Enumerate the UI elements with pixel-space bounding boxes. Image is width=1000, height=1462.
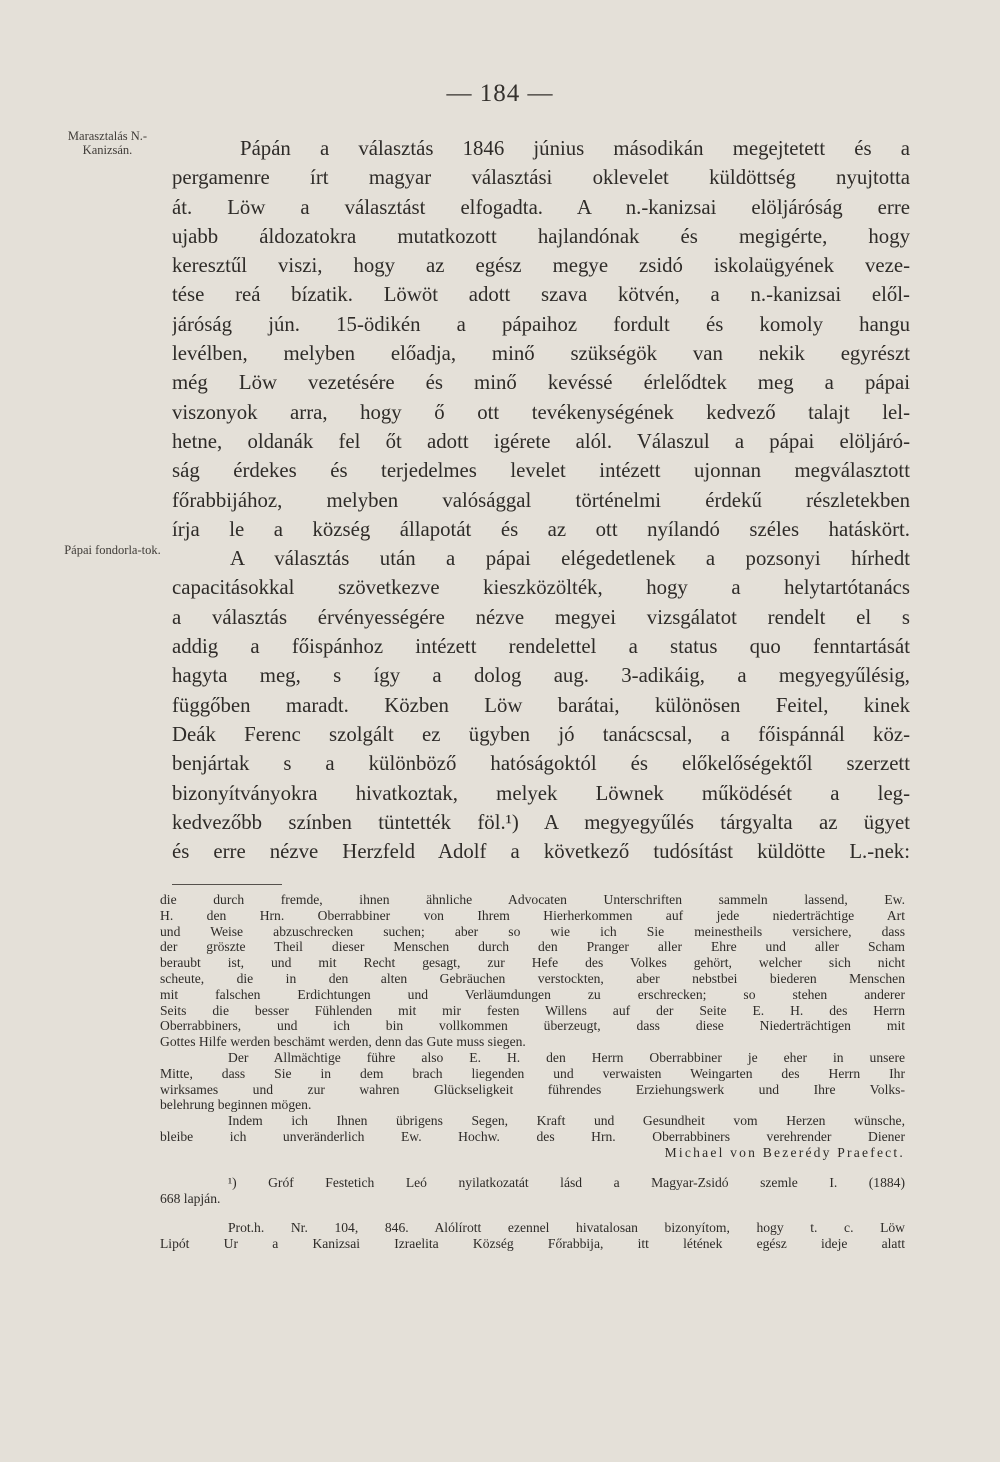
text-line: főrabbijához, melyben valósággal történelmi érdekű részletekben [172, 488, 910, 512]
text-line: keresztűl viszi, hogy az egész megye zsidó iskolaügyének veze- [172, 254, 910, 278]
main-text [172, 134, 910, 866]
text-line: függőben maradt. Közben Löw barátai, különösen Feitel, kinek [172, 693, 910, 717]
text-line: át. Löw a választást elfogadta. A n.-kanizsai elöljáróság erre [172, 195, 910, 219]
text-line: tése reá bízatik. Löwöt adott szava kötvén, a n.-kanizsai elől- [172, 283, 910, 307]
text-line: ujabb áldozatokra mutatkozott hajlandónak és megigérte, hogy [172, 224, 910, 248]
text-line: addig a főispánhoz intézett rendelettel a status quo fenntartását [172, 635, 910, 659]
footnote-line: der gröszte Theil dieser Menschen durch den Pranger aller Ehre und aller Scham [160, 939, 905, 955]
footnote-line: Der Allmächtige führe also E. H. den Herrn Oberrabbiner je eher in unsere [228, 1049, 905, 1065]
footnote-line: wirksames und zur wahren Glückseligkeit führendes Erziehungswerk und Ihre Volks- [160, 1081, 905, 1097]
footnote-line: Oberrabbiners, und ich bin vollkommen überzeugt, dass diese Niederträchtigen mit [160, 1018, 905, 1034]
text-line: Pápán a választás 1846 június másodikán megejtetett és a [240, 137, 910, 160]
text-line: kedvezőbb színben tüntették föl.¹) A megyegyűlés tárgyalta az ügyet [172, 810, 910, 834]
text-line: írja le a község állapotát és az ott nyílandó széles hatáskört. [172, 517, 910, 541]
footnote-line: Prot.h. Nr. 104, 846. Alólírott ezennel hivatalosan bizonyítom, hogy t. c. Löw [228, 1220, 905, 1236]
margin-note: Pápai fondorla-tok. [64, 543, 161, 557]
text-line: capacitásokkal szövetkezve kieszközölték, hogy a helytartótanács [172, 576, 910, 600]
text-line: a választás érvényességére nézve megyei vizsgálatot rendelt el s [172, 605, 910, 629]
text-line: járóság jún. 15-ödikén a pápaihoz fordult és komoly hangu [172, 312, 910, 336]
text-line: hetne, oldanák fel őt adott igérete alól. Válaszul a pápai elöljáró- [172, 429, 910, 453]
text-line: ság érdekes és terjedelmes levelet intézett ujonnan megválasztott [172, 459, 910, 483]
footnote-divider [172, 884, 282, 885]
text-line: benjártak s a különböző hatóságoktól és előkelőségektől szerzett [172, 752, 910, 776]
text-line: levélben, melyben előadja, minő szükségök van nekik egyrészt [172, 342, 910, 366]
footnote-line: H. den Hrn. Oberrabbiner von Ihrem Hierherkommen auf jede niederträchtige Art [160, 907, 905, 923]
footnote-line: belehrung beginnen mögen. [160, 1097, 312, 1113]
footnote-line: ¹) Gróf Festetich Leó nyilatkozatát lásd a Magyar-Zsidó szemle I. (1884) [228, 1174, 905, 1190]
text-line: A választás után a pápai elégedetlenek a pozsonyi hírhedt [230, 547, 910, 571]
footnote-line: scheute, die in den alten Gebräuchen verstockten, aber nebstbei biederen Menschen [160, 970, 905, 986]
footnote-line: und Weise abzuschrecken suchen; aber so wie ich Sie meinestheils versichere, dass [160, 923, 905, 939]
text-line: még Löw vezetésére és minő kevéssé érlelődtek meg a pápai [172, 371, 910, 395]
text-line: hagyta meg, s így a dolog aug. 3-adikáig, a megyegyűlésig, [172, 664, 910, 688]
text-line: és erre nézve Herzfeld Adolf a következő tudósítást küldötte L.-nek: [172, 840, 910, 864]
footnote-line: Gottes Hilfe werden beschämt werden, denn das Gute muss siegen. [160, 1034, 526, 1050]
footnote-line: beraubt ist, und mit Recht gesagt, zur Hefe des Volkes gehört, welcher sich nicht [160, 955, 905, 971]
footnote-line: mit falschen Erdichtungen und Verläumdungen zu erschrecken; so stehen anderer [160, 986, 905, 1002]
footnote-line: 668 lapján. [160, 1190, 221, 1206]
signature: Michael von Bezerédy Praefect. [664, 1144, 905, 1160]
footnote-line: Seits die besser Fühlenden mit mir festen Willens auf der Seite E. H. des Herrn [160, 1002, 905, 1018]
footnote-line: Lipót Ur a Kanizsai Izraelita Község Főrabbija, itt létének egész ideje alatt [160, 1236, 905, 1252]
text-line: Deák Ferenc szolgált ez ügyben jó tanácscsal, a főispánnál köz- [172, 722, 910, 746]
margin-note: Marasztalás N.-Kanizsán. [67, 129, 148, 157]
footnote-line: Indem ich Ihnen übrigens Segen, Kraft und Gesundheit vom Herzen wünsche, [228, 1113, 905, 1129]
text-line: viszonyok arra, hogy ő ott tevékenységének kedvező talajt lel- [172, 400, 910, 424]
footnote-line: Mitte, dass Sie in dem brach liegenden und verwaisten Weingarten des Herrn Ihr [160, 1065, 905, 1081]
text-line: pergamenre írt magyar választási oklevelet küldöttség nyujtotta [172, 166, 910, 190]
page-number: — 184 — [446, 80, 554, 107]
text-line: bizonyítványokra hivatkoztak, melyek Löwnek működését a leg- [172, 781, 910, 805]
footnote-line: die durch fremde, ihnen ähnliche Advocaten Unterschriften sammeln lassend, Ew. [160, 892, 905, 907]
footnotes [160, 892, 905, 1252]
footnote-line: bleibe ich unveränderlich Ew. Hochw. des Hrn. Oberrabbiners verehrender Diener [160, 1128, 905, 1144]
